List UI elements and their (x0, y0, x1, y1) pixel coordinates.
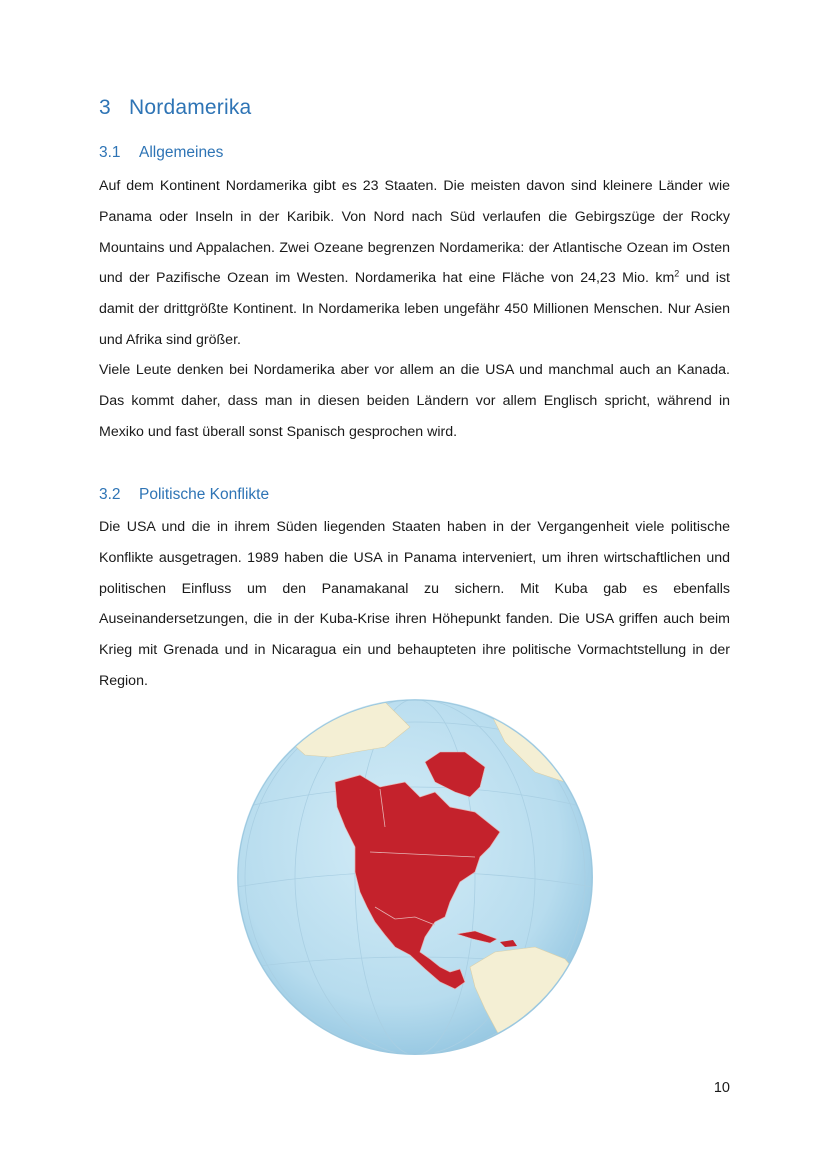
paragraph-usa-canada: Viele Leute denken bei Nordamerika aber vor allem an die USA und manchmal auch an Kanada. Das kommt daher, dass man in diesen beiden Ländern vor allem Englisch spricht, während in Mexiko und fast überall sonst Spanisch gesprochen wird. (99, 362, 730, 440)
chapter-heading (99, 96, 251, 120)
paragraph-general-facts (99, 171, 730, 356)
section-number: 3.1 (99, 144, 121, 161)
land-south-america (470, 947, 585, 1057)
section-title: Politische Konflikte (139, 486, 270, 503)
section-title: Allgemeines (139, 144, 224, 161)
paragraph-text: und ist damit der drittgrößte Kontinent. In Nordamerika leben ungefähr 450 Millionen Menschen. Nur Asien und Afrika sind größer. (99, 270, 730, 348)
chapter-number: 3 (99, 96, 111, 119)
superscript: 2 (674, 268, 680, 279)
section-number: 3.2 (99, 486, 121, 503)
paragraph-political-conflicts: Die USA und die in ihrem Süden liegenden Staaten haben in der Vergangenheit viele politische Konflikte ausgetragen. 1989 haben die USA in Panama interveniert, um ihren wirtschaftlichen und politischen Einfluss um den Panamakanal zu sichern. Mit Kuba gab es ebenfalls Auseinandersetzungen, die in der Kuba-Krise ihren Höhepunkt fanden. Die USA griffen auch beim Krieg mit Grenada und in Nicaragua ein und behaupteten ihre politische Vormachtstellung in der Region. (99, 519, 730, 689)
section-heading-politische-konflikte (99, 486, 269, 504)
page-number: 10 (713, 1080, 730, 1096)
chapter-title: Nordamerika (129, 96, 252, 119)
section-heading-allgemeines (99, 144, 223, 162)
paragraph-text: Auf dem Kontinent Nordamerika gibt es 23 Staaten. Die meisten davon sind kleinere Länder wie Panama oder Inseln in der Karibik. Von Nord nach Süd verlaufen die Gebirgszüge der Rocky Mountains und Appalachen. Zwei Ozeane begrenzen Nordamerika: der Atlantische Ozean im Osten und der Pazifische Ozean im Westen. Nordamerika hat eine Fläche von 24,23 Mio. km (99, 178, 730, 287)
north-america-globe-map (235, 697, 595, 1057)
